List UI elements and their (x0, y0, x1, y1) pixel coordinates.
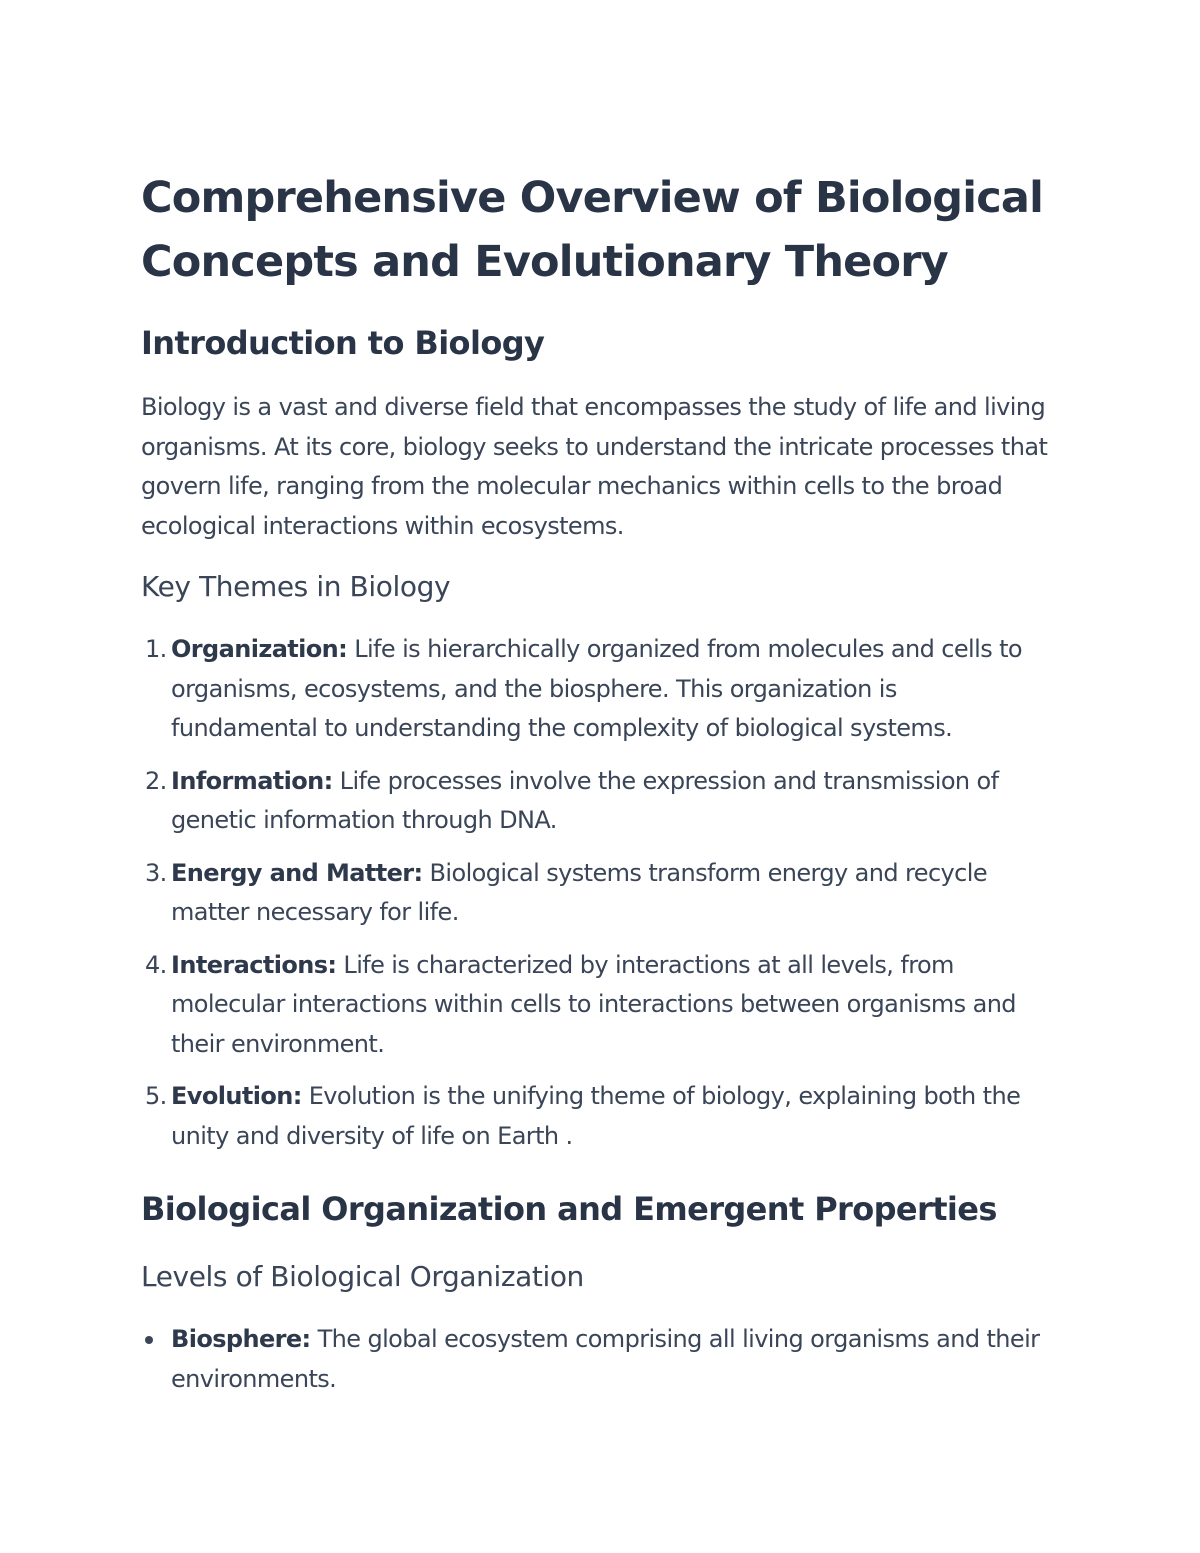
list-item (141, 762, 1050, 841)
list-item-text: The global ecosystem comprising all living organisms and their environments. (171, 1325, 1040, 1393)
list-item-number: 5. (145, 1082, 167, 1110)
introduction-paragraph: Biology is a vast and diverse field that encompasses the study of life and living organisms. At its core, biology seeks to understand the intricate processes that govern life, ranging from the molecular mechanics within cells to the broad ecological interactions within ecosystems. (141, 393, 1048, 540)
section-heading-introduction: Introduction to Biology (141, 324, 545, 362)
list-item (141, 630, 1050, 749)
list-item-number: 3. (145, 858, 167, 887)
list-item (141, 946, 1050, 1065)
list-item-term: Information: (171, 766, 333, 795)
list-item-text: Biological systems transform energy and recycle matter necessary for life. (171, 858, 987, 926)
list-item-text: Evolution is the unifying theme of biology, explaining both the unity and diversity of life on Earth . (171, 1082, 1021, 1150)
key-themes-list (141, 630, 1050, 1156)
levels-list (141, 1320, 1050, 1399)
list-item-text: Life processes involve the expression and transmission of genetic information through DNA. (171, 766, 999, 834)
list-item-text: Life is hierarchically organized from molecules and cells to organisms, ecosystems, and the biosphere. This organization is fundamental to understanding the complexity of biological systems. (171, 635, 1023, 742)
list-item-number: 2. (145, 766, 167, 795)
list-item-number: 1. (145, 635, 167, 663)
list-item-term: Energy and Matter: (171, 858, 423, 887)
list-item (141, 1077, 1050, 1156)
section-heading-biological-organization: Biological Organization and Emergent Properties (141, 1190, 997, 1228)
bullet-icon (145, 1336, 153, 1344)
list-item-term: Biosphere: (171, 1325, 311, 1353)
list-item (141, 854, 1050, 933)
list-item-term: Evolution: (171, 1082, 302, 1110)
list-item-number: 4. (145, 950, 167, 979)
list-item-term: Interactions: (171, 950, 337, 979)
subheading-levels-of-organization: Levels of Biological Organization (141, 1260, 584, 1293)
document-title: Comprehensive Overview of Biological Concepts and Evolutionary Theory (141, 173, 1044, 287)
list-item (141, 1320, 1050, 1399)
list-item-term: Organization: (171, 635, 348, 663)
subheading-key-themes: Key Themes in Biology (141, 570, 451, 603)
list-item-text: Life is characterized by interactions at all levels, from molecular interactions within cells to interactions between organisms and their environment. (171, 950, 1016, 1058)
